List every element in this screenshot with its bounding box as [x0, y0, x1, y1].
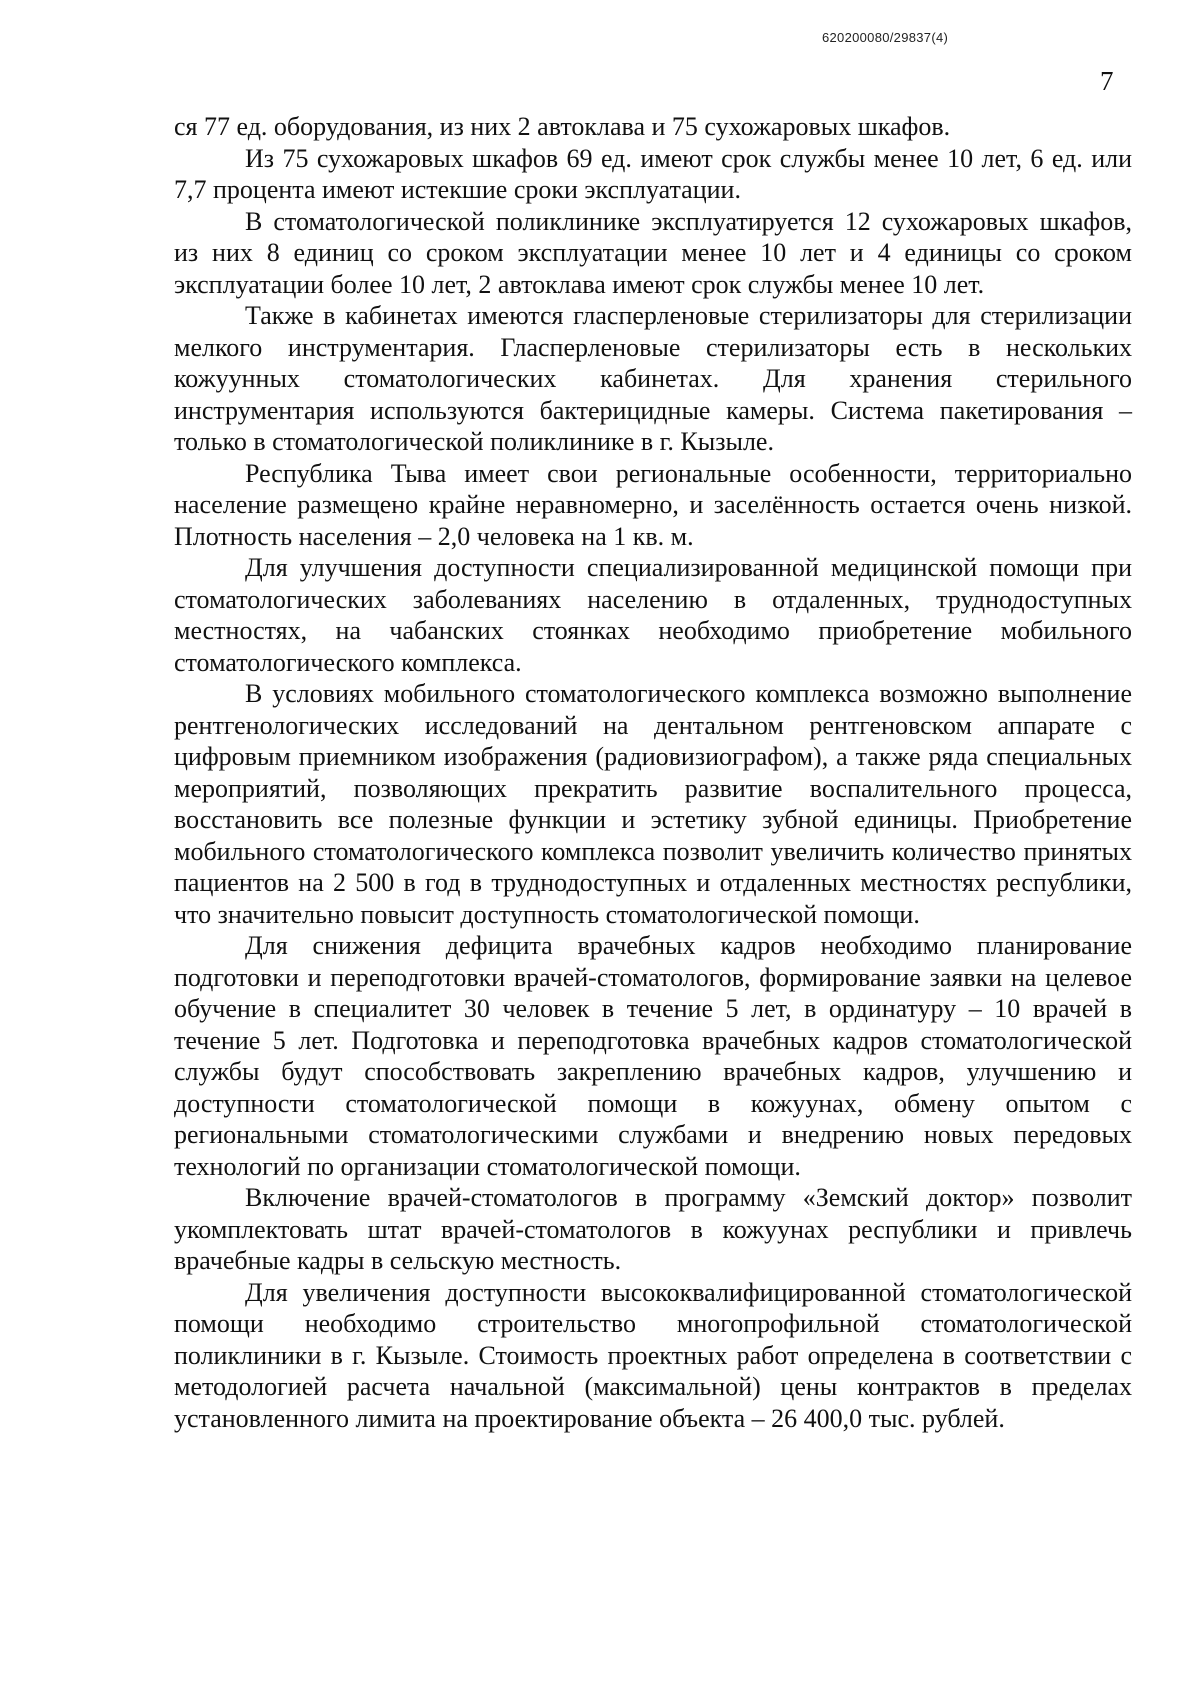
paragraph: Включение врачей-стоматологов в программу «Земский доктор» позволит укомплектовать штат врачей-стоматологов в кожуунах республики и привлечь врачебные кадры в сельскую местность.: [174, 1183, 1132, 1275]
paragraph: Также в кабинетах имеются гласперленовые стерилизаторы для стерилизации мелкого инструментария. Гласперленовые стерилизаторы есть в нескольких кожуунных стоматологических кабинетах. Для хранения стерильного инструментария используются бактерицидные камеры. Система пакетирования – только в стоматологической поликлинике в г. Кызыле.: [174, 301, 1132, 456]
paragraph: Для улучшения доступности специализированной медицинской помощи при стоматологических заболеваниях населению в отдаленных, труднодоступных местностях, на чабанских стоянках необходимо приобретение мобильного стоматологического комплекса.: [174, 553, 1132, 677]
paragraph: Для снижения дефицита врачебных кадров необходимо планирование подготовки и переподготовки врачей-стоматологов, формирование заявки на целевое обучение в специалитет 30 человек в течение 5 лет, в ординатуру – 10 врачей в течение 5 лет. Подготовка и переподготовка врачебных кадров стоматологической службы будут способствовать закреплению врачебных кадров, улучшению и доступности стоматологической помощи в кожуунах, обмену опытом с региональными стоматологическими службами и внедрению новых передовых технологий по организации стоматологической помощи.: [174, 931, 1132, 1181]
paragraph-continuation: ся 77 ед. оборудования, из них 2 автоклава и 75 сухожаровых шкафов.: [174, 112, 951, 141]
paragraph: Республика Тыва имеет свои региональные особенности, территориально население размещено крайне неравномерно, и заселённость остается очень низкой. Плотность населения – 2,0 человека на 1 кв. м.: [174, 458, 1132, 551]
page-number: 7: [1100, 66, 1114, 96]
paragraph: В стоматологической поликлинике эксплуатируется 12 сухожаровых шкафов, из них 8 единиц со сроком эксплуатации менее 10 лет и 4 единицы со сроком эксплуатации более 10 лет, 2 автоклава имеют срок службы менее 10 лет.: [174, 206, 1132, 299]
paragraph: Для увеличения доступности высококвалифицированной стоматологической помощи необходимо строительство многопрофильной стоматологической поликлиники в г. Кызыле. Стоимость проектных работ определена в соответствии с методологией расчета начальной (максимальной) цены контрактов в пределах установленного лимита на проектирование объекта – 26 400,0 тыс. рублей.: [174, 1277, 1132, 1433]
document-id: 620200080/29837(4): [822, 30, 949, 45]
paragraph: В условиях мобильного стоматологического комплекса возможно выполнение рентгенологических исследований на дентальном рентгеновском аппарате с цифровым приемником изображения (радиовизиографом), а также ряда специальных мероприятий, позволяющих прекратить развитие воспалительного процесса, восстановить все полезные функции и эстетику зубной единицы. Приобретение мобильного стоматологического комплекса позволит увеличить количество принятых пациентов на 2 500 в год в труднодоступных и отдаленных местностях республики, что значительно повысит доступность стоматологической помощи.: [174, 679, 1132, 929]
document-body: [174, 111, 1132, 1434]
paragraph: Из 75 сухожаровых шкафов 69 ед. имеют срок службы менее 10 лет, 6 ед. или 7,7 процента имеют истекшие сроки эксплуатации.: [174, 143, 1132, 204]
